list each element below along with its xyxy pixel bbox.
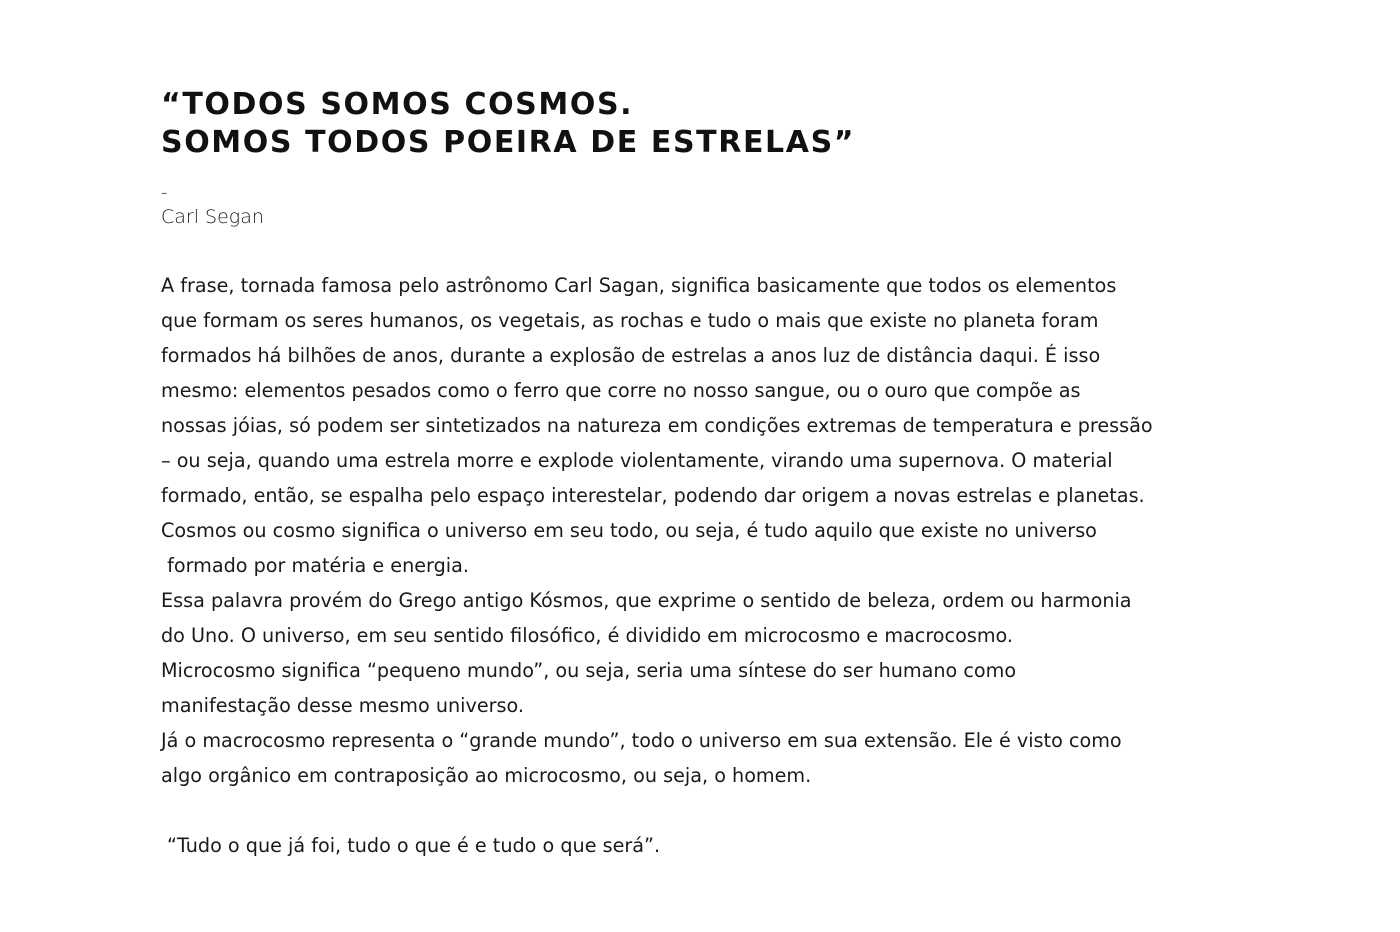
- body-line: mesmo: elementos pesados como o ferro que corre no nosso sangue, ou o ouro que compõe as: [161, 379, 1081, 402]
- quote-title-line-2: SOMOS TODOS POEIRA DE ESTRELAS”: [161, 125, 856, 160]
- quote-title: [161, 86, 1251, 162]
- body-line: do Uno. O universo, em seu sentido filosófico, é dividido em microcosmo e macrocosmo.: [161, 624, 1014, 647]
- body-line: – ou seja, quando uma estrela morre e explode violentamente, virando uma supernova. O material: [161, 449, 1113, 472]
- attribution-dash: -: [161, 182, 168, 203]
- body-line: nossas jóias, só podem ser sintetizados na natureza em condições extremas de temperatura e pressão: [161, 414, 1153, 437]
- body-line: formados há bilhões de anos, durante a explosão de estrelas a anos luz de distância daqui. É isso: [161, 344, 1101, 367]
- body-line: que formam os seres humanos, os vegetais, as rochas e tudo o mais que existe no planeta foram: [161, 309, 1099, 332]
- body-line: manifestação desse mesmo universo.: [161, 694, 525, 717]
- quote-title-line-1: “TODOS SOMOS COSMOS.: [161, 87, 634, 122]
- body-line: formado, então, se espalha pelo espaço interestelar, podendo dar origem a novas estrelas e planetas.: [161, 484, 1145, 507]
- body-line: Já o macrocosmo representa o “grande mundo”, todo o universo em sua extensão. Ele é visto como: [161, 729, 1122, 752]
- body-paragraph: [161, 268, 1251, 793]
- body-line: Microcosmo significa “pequeno mundo”, ou seja, seria uma síntese do ser humano como: [161, 659, 1017, 682]
- body-line: formado por matéria e energia.: [161, 554, 469, 577]
- closing-quote: “Tudo o que já foi, tudo o que é e tudo o que será”.: [167, 834, 661, 857]
- article: [161, 86, 1251, 863]
- body-line: Cosmos ou cosmo significa o universo em seu todo, ou seja, é tudo aquilo que existe no universo: [161, 519, 1097, 542]
- body-line: Essa palavra provém do Grego antigo Kósmos, que exprime o sentido de beleza, ordem ou harmonia: [161, 589, 1132, 612]
- body-line: algo orgânico em contraposição ao microcosmo, ou seja, o homem.: [161, 764, 812, 787]
- body-line: A frase, tornada famosa pelo astrônomo Carl Sagan, significa basicamente que todos os elementos: [161, 274, 1117, 297]
- quote-author: Carl Segan: [161, 206, 264, 228]
